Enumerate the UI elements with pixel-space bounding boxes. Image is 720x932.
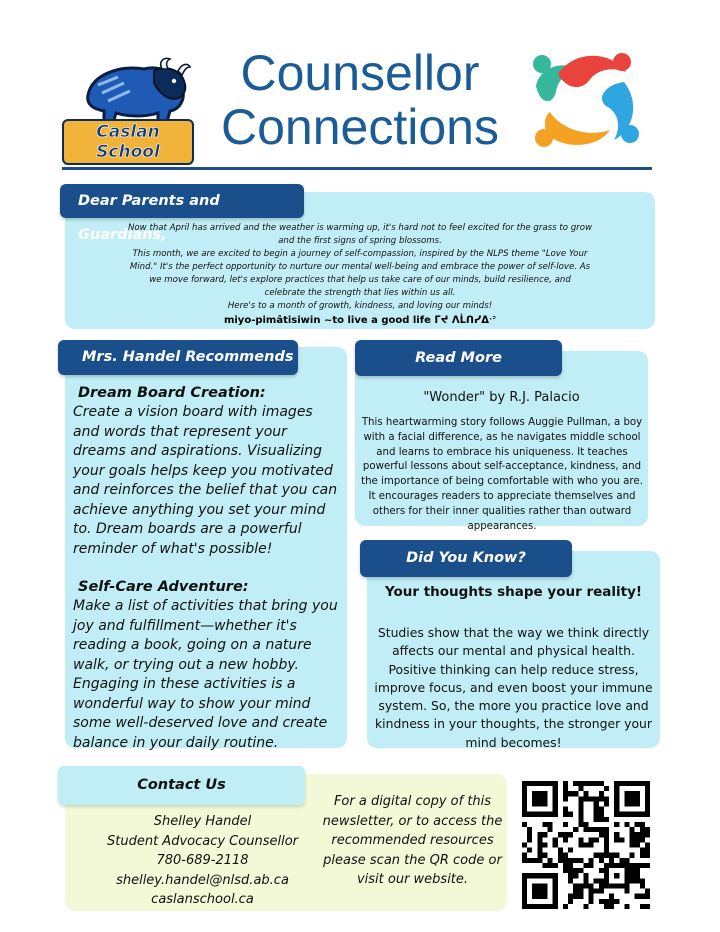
contact-role: Student Advocacy Counsellor xyxy=(107,833,298,849)
did-you-know-text: Studies show that the way we think directly affects our mental and physical health. Positive thinking can help reduce stress, improve focus, and even boost your immune system. So, the more you practice love and kindness in your thoughts, the stronger your mind becomes! xyxy=(374,625,653,750)
contact-heading: Contact Us xyxy=(58,766,305,805)
school-logo xyxy=(58,55,194,162)
dear-paragraph: This month, we are excited to begin a journey of self-compassion, inspired by the NLPS theme "Love Your Mind." It's the perfect opportunity to nurture our mental well-being and embrace the power of self-love. As we move forward, let's explore practices that help us take care of our minds, build resilience, and celebrate the strength that lies within us all. xyxy=(129,249,591,298)
recommendation-title: Self-Care Adventure: xyxy=(78,579,249,595)
contact-info xyxy=(95,812,310,910)
contact-website[interactable]: caslanschool.ca xyxy=(151,892,254,907)
newsletter-title xyxy=(195,46,525,154)
read-more-heading: Read More xyxy=(355,340,562,376)
qr-code-icon[interactable] xyxy=(522,781,650,909)
cree-phrase: miyo-pimâtisiwin ~to live a good life ᒥᔪ ᐱᒫᑎᓯᐃᐧᐣ xyxy=(223,315,497,326)
recommendation-text: Create a vision board with images and words that represent your dreams and aspirations. Visualizing your goals helps keep you motivated and reinforces the belief that you can achieve anything you set your mind to. Dream boards are a powerful reminder of what's possible! xyxy=(73,404,338,557)
dear-parents-heading: Dear Parents and Guardians, xyxy=(60,184,304,218)
interlocking-people-icon xyxy=(530,46,640,154)
recommendation-self-care xyxy=(73,578,339,753)
recommends-heading: Mrs. Handel Recommends xyxy=(58,340,298,375)
book-description: This heartwarming story follows Auggie Pullman, a boy with a facial difference, as he navigates middle school and learns to embrace his uniqueness. It teaches powerful lessons about self-acceptance, kindness, and the importance of being comfortable with who you are. It encourages readers to appreciate themselves and others for their inner qualities rather than outward appearances. xyxy=(361,417,643,532)
contact-phone[interactable]: 780-689-2118 xyxy=(156,853,249,868)
header-divider xyxy=(62,167,652,170)
did-you-know-headline: Your thoughts shape your reality! xyxy=(384,584,643,600)
contact-name: Shelley Handel xyxy=(153,814,252,829)
dear-parents-body xyxy=(128,222,592,313)
recommendation-title: Dream Board Creation: xyxy=(78,385,266,401)
recommendation-dream-board xyxy=(73,384,339,559)
title-line-1: Counsellor xyxy=(240,45,480,101)
dear-paragraph: Now that April has arrived and the weather is warming up, it's hard not to feel excited for the grass to grow and the first signs of spring blossoms. xyxy=(128,223,593,246)
school-logo-text: Caslan School xyxy=(62,119,194,165)
title-line-2: Connections xyxy=(221,99,499,155)
dear-paragraph: Here's to a month of growth, kindness, and loving our minds! xyxy=(227,301,493,311)
recommendation-text: Make a list of activities that bring you joy and fulfillment—whether it's reading a book, going on a nature walk, or trying out a new hobby. Engaging in these activities is a wonderful way to show your mind some well-deserved love and create balance in your daily routine. xyxy=(73,598,338,751)
digital-copy-note: For a digital copy of this newsletter, or to access the recommended resources please scan the QR code or visit our website. xyxy=(322,794,503,887)
contact-email[interactable]: shelley.handel@nlsd.ab.ca xyxy=(116,872,289,888)
did-you-know-heading: Did You Know? xyxy=(360,540,572,577)
book-title: "Wonder" by R.J. Palacio xyxy=(423,390,580,405)
